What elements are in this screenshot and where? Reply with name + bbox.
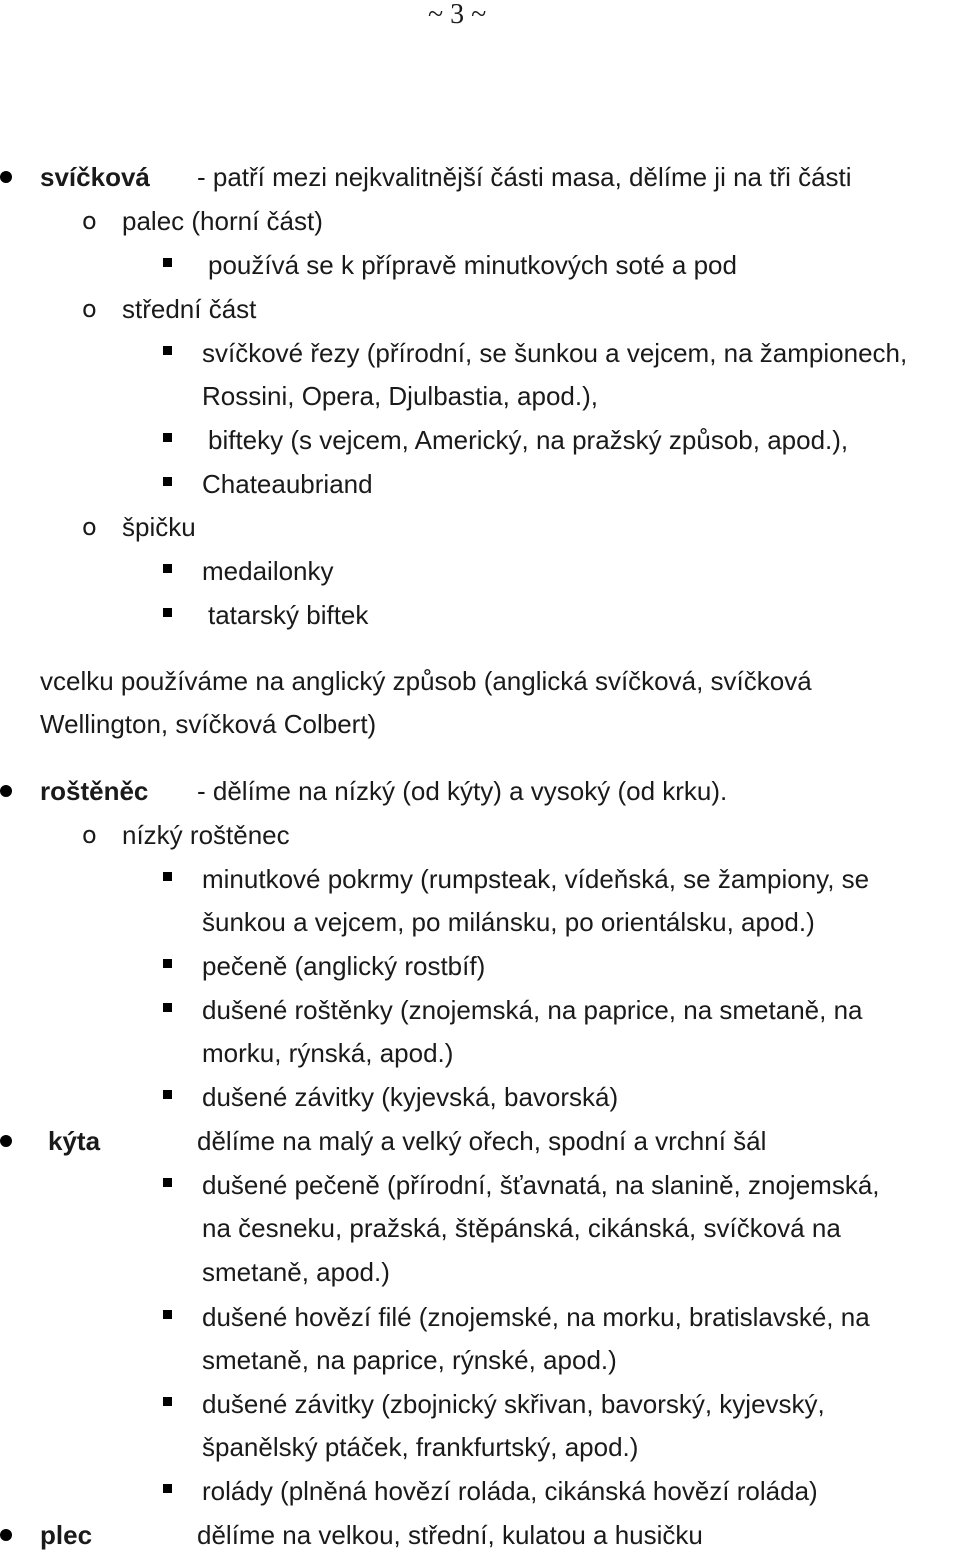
kyta-description: dělíme na malý a velký ořech, spodní a vrchní šál [197,1126,767,1156]
square-bullet [163,258,172,267]
sub-spicka: špičku [122,512,196,542]
square-bullet [163,1090,172,1099]
list-item: dušené hovězí filé (znojemské, na morku, bratislavské, na [202,1302,870,1332]
svickova-note: vcelku používáme na anglický způsob (anglická svíčková, svíčková [40,666,812,696]
list-item: dušené závitky (zbojnický skřivan, bavorský, kyjevský, [202,1389,825,1419]
list-item-continued: smetaně, apod.) [202,1257,390,1287]
circle-bullet: o [82,821,97,849]
sub-stredni: střední část [122,294,257,324]
bullet-dot [0,1529,12,1541]
bullet-dot [0,785,12,797]
list-item-continued: španělský ptáček, frankfurtský, apod.) [202,1432,639,1462]
square-bullet [163,1310,172,1319]
term-rostenec: roštěněc [40,776,149,806]
square-bullet [163,1397,172,1406]
list-item-continued: na česneku, pražská, štěpánská, cikánská, svíčková na [202,1213,841,1243]
rostenec-description: - dělíme na nízký (od kýty) a vysoký (od krku). [197,776,728,806]
square-bullet [163,346,172,355]
circle-bullet: o [82,513,97,541]
svickova-description: - patří mezi nejkvalitnější části masa, dělíme ji na tři části [197,162,852,192]
square-bullet [163,1178,172,1187]
list-item: dušené roštěnky (znojemská, na paprice, na smetaně, na [202,995,863,1025]
list-item-continued: šunkou a vejcem, po milánsku, po orientálsku, apod.) [202,907,815,937]
list-item-continued: smetaně, na paprice, rýnské, apod.) [202,1345,617,1375]
list-item: tatarský biftek [208,600,369,630]
sub-nizky: nízký roštěnec [122,820,290,850]
list-item-continued: morku, rýnská, apod.) [202,1038,454,1068]
plec-description: dělíme na velkou, střední, kulatou a husičku [197,1520,703,1550]
square-bullet [163,477,172,486]
list-item: Chateaubriand [202,469,373,499]
circle-bullet: o [82,207,97,235]
bullet-dot [0,171,12,183]
list-item: minutkové pokrmy (rumpsteak, vídeňská, se žampiony, se [202,864,870,894]
square-bullet [163,564,172,573]
list-item-continued: Rossini, Opera, Djulbastia, apod.), [202,381,598,411]
svickova-note-continued: Wellington, svíčková Colbert) [40,709,377,739]
term-kyta: kýta [48,1126,101,1156]
list-item: dušené závitky (kyjevská, bavorská) [202,1082,619,1112]
list-item: bifteky (s vejcem, Americký, na pražský způsob, apod.), [208,425,849,455]
bullet-dot [0,1135,12,1147]
square-bullet [163,959,172,968]
square-bullet [163,433,172,442]
list-item: používá se k přípravě minutkových soté a pod [208,250,737,280]
sub-palec: palec (horní část) [122,206,323,236]
square-bullet [163,1484,172,1493]
list-item: svíčkové řezy (přírodní, se šunkou a vejcem, na žampionech, [202,338,908,368]
term-plec: plec [40,1520,93,1550]
term-svickova: svíčková [40,162,150,192]
page-number: ~ 3 ~ [428,0,487,30]
square-bullet [163,1003,172,1012]
square-bullet [163,872,172,881]
square-bullet [163,608,172,617]
list-item: pečeně (anglický rostbíf) [202,951,486,981]
list-item: rolády (plněná hovězí roláda, cikánská hovězí roláda) [202,1476,818,1506]
list-item: medailonky [202,556,334,586]
list-item: dušené pečeně (přírodní, šťavnatá, na slanině, znojemská, [202,1170,880,1200]
circle-bullet: o [82,295,97,323]
